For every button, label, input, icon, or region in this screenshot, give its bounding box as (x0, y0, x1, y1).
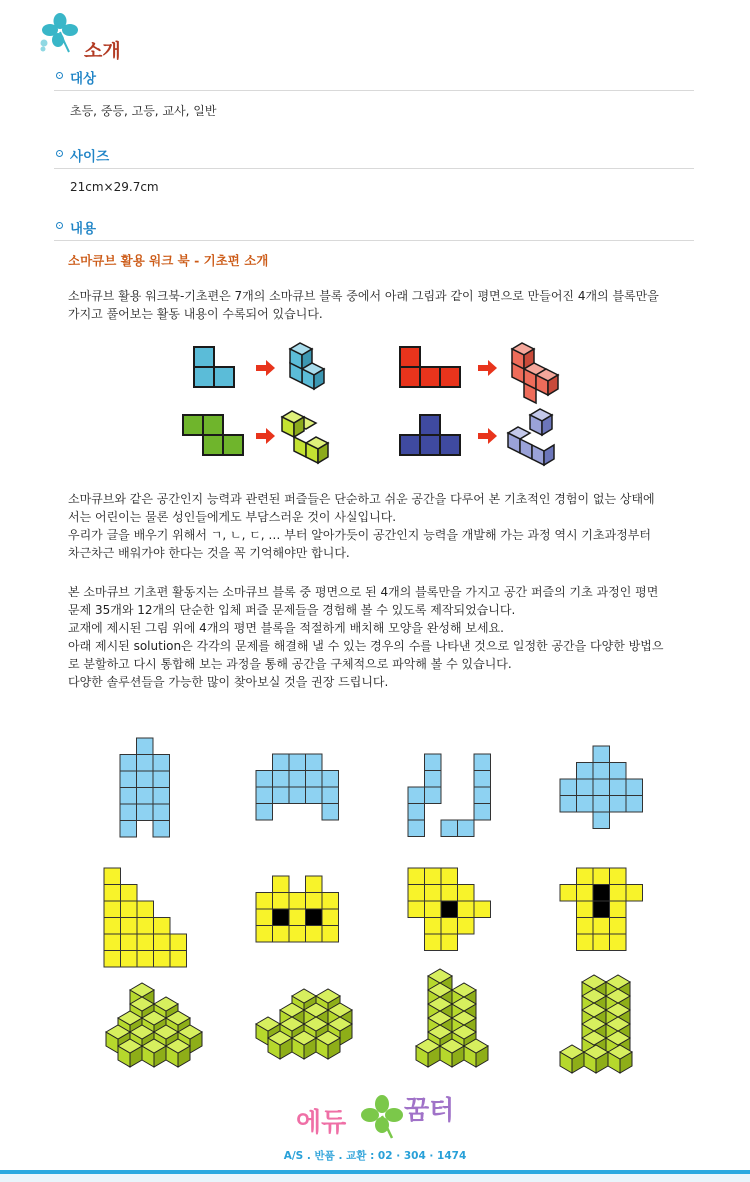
lime-stack-figure (256, 989, 352, 1059)
text-line: 가지고 풀어보는 활동 내용이 수록되어 있습니다. (68, 307, 323, 321)
text-line: 아래 제시된 solution은 각각의 문제를 해결해 낼 수 있는 경우의 수를 나타낸 것으로 일정한 공간을 다양한 방법으 (68, 639, 664, 653)
clover-icon (360, 1094, 404, 1140)
lime-stack-figure (560, 975, 632, 1073)
body-paragraph-3 (68, 583, 688, 691)
footer-bar-shade (0, 1174, 750, 1182)
logo-text-kkumteo: 꿈터 (404, 1096, 455, 1126)
blue-puzzle-figure (408, 754, 491, 837)
footer-logo (296, 1090, 466, 1142)
text-line: 문제 35개와 12개의 단순한 입체 퍼즐 문제들을 경험해 볼 수 있도록 제작되었습니다. (68, 603, 516, 617)
section-divider (54, 90, 694, 91)
lime-stack-figure (106, 983, 202, 1067)
section-divider (54, 168, 694, 169)
logo-text-edu: 에듀 (296, 1108, 347, 1138)
text-line: 교재에 제시된 그림 위에 4개의 평면 블록을 적절하게 배치해 모양을 완성해 보세요. (68, 621, 504, 635)
section-divider (54, 240, 694, 241)
body-paragraph-2 (68, 490, 688, 562)
puzzle-examples (90, 730, 660, 1080)
section-title-target: 대상 (70, 71, 97, 87)
text-line: 서는 어린이는 물론 성인들에게도 부담스러운 것이 사실입니다. (68, 510, 397, 524)
lime-stack-figure (416, 969, 488, 1067)
yellow-puzzle-figure (104, 868, 187, 967)
section-bullet-icon (56, 222, 63, 229)
blue-puzzle-figure (120, 738, 170, 837)
section-title-size: 사이즈 (70, 149, 110, 165)
section-bullet-icon (56, 150, 63, 157)
yellow-puzzle-figure (560, 868, 643, 951)
text-line: 다양한 솔루션들을 가능한 많이 찾아보실 것을 권장 드립니다. (68, 675, 389, 689)
section-title-content: 내용 (70, 221, 97, 237)
contact-info: A/S . 반품 . 교환 : 02 · 304 · 1474 (283, 1150, 467, 1162)
text-line: 차근차근 배워가야 한다는 것을 꼭 기억해야만 합니다. (68, 546, 350, 560)
clover-icon (38, 12, 82, 54)
text-line: 본 소마큐브 기초편 활동지는 소마큐브 블록 중 평면으로 된 4개의 블록만을 가지고 공간 퍼즐의 기초 과정인 평면 (68, 585, 659, 599)
content-subtitle: 소마큐브 활용 워크 북 - 기초편 소개 (68, 253, 269, 268)
text-line: 소마큐브 활용 워크북-기초편은 7개의 소마큐브 블록 중에서 아래 그림과 같이 평면으로 만들어진 4개의 블록만을 (68, 289, 659, 303)
page-title: 소개 (84, 40, 121, 62)
yellow-puzzle-figure (408, 868, 491, 951)
blue-puzzle-figure (560, 746, 643, 829)
blue-puzzle-figure (256, 754, 339, 820)
flat-blocks-illustration (170, 335, 590, 475)
yellow-puzzle-figure (256, 876, 339, 942)
text-line: 소마큐브와 같은 공간인지 능력과 관련된 퍼즐들은 단순하고 쉬운 공간을 다루어 본 기초적인 경험이 없는 상태에 (68, 492, 655, 506)
intro-paragraph (68, 287, 688, 323)
target-value: 초등, 중등, 고등, 교사, 일반 (70, 104, 217, 118)
text-line: 우리가 글을 배우기 위해서 ㄱ, ㄴ, ㄷ, … 부터 알아가듯이 공간인지 능력을 개발해 가는 과정 역시 기초과정부터 (68, 528, 651, 542)
size-value: 21cm×29.7cm (70, 180, 159, 194)
text-line: 로 분할하고 다시 통합해 보는 과정을 통해 공간을 구체적으로 파악해 볼 수 있습니다. (68, 657, 512, 671)
section-bullet-icon (56, 72, 63, 79)
